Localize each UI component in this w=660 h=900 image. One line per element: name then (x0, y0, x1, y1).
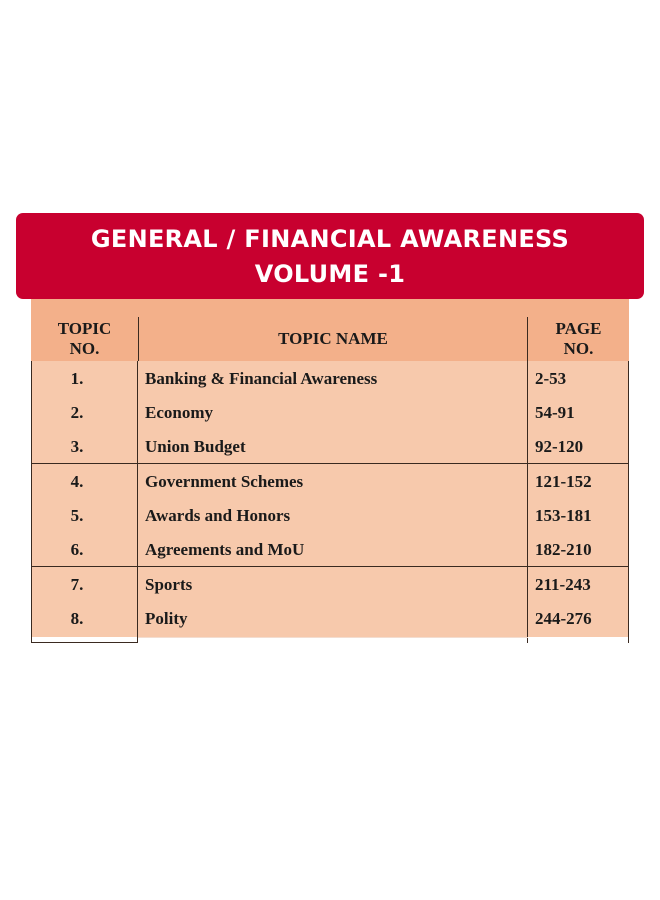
table-row (31, 532, 629, 566)
bottom-border-left (31, 642, 138, 643)
header-page-no-line-2: NO. (563, 339, 594, 358)
header-topic-no-line-1: TOPIC (57, 319, 112, 338)
row-number: 5. (70, 506, 84, 525)
table-row (31, 395, 629, 429)
row-page-range: 211-243 (535, 575, 591, 594)
row-number: 7. (70, 575, 84, 594)
row-number: 8. (70, 609, 84, 628)
table-header (31, 299, 629, 361)
row-page-range: 153-181 (535, 506, 592, 525)
table-row (31, 429, 629, 463)
banner-title-line-2: VOLUME -1 (254, 260, 406, 288)
table-body (31, 361, 629, 637)
table-row (31, 361, 629, 395)
row-page-range: 2-53 (535, 369, 567, 388)
table-row (31, 567, 629, 601)
row-topic-name: Government Schemes (145, 472, 304, 491)
row-number: 1. (70, 369, 84, 388)
row-topic-name: Polity (145, 609, 188, 628)
row-page-range: 121-152 (535, 472, 592, 491)
row-page-range: 244-276 (535, 609, 592, 628)
table-row (31, 601, 629, 635)
row-page-range: 182-210 (535, 540, 592, 559)
row-page-range: 54-91 (535, 403, 575, 422)
row-topic-name: Economy (145, 403, 213, 422)
header-page-no (528, 299, 629, 361)
row-topic-name: Union Budget (145, 437, 246, 456)
row-topic-name: Sports (145, 575, 193, 594)
row-number: 4. (70, 472, 84, 491)
header-topic-no-line-2: NO. (69, 339, 100, 358)
title-banner (16, 213, 644, 299)
row-number: 3. (70, 437, 84, 456)
row-number: 6. (70, 540, 84, 559)
header-page-no-line-1: PAGE (555, 319, 602, 338)
banner-title-line-1: GENERAL / FINANCIAL AWARENESS (90, 225, 570, 253)
bottom-border-middle (138, 637, 528, 638)
row-topic-name: Agreements and MoU (145, 540, 305, 559)
contents-table (31, 299, 629, 637)
header-topic-name: TOPIC NAME (138, 317, 528, 361)
table-row (31, 464, 629, 498)
row-page-range: 92-120 (535, 437, 584, 456)
table-row (31, 498, 629, 532)
row-number: 2. (70, 403, 84, 422)
row-topic-name: Awards and Honors (145, 506, 291, 525)
header-topic-no (31, 299, 138, 361)
row-topic-name: Banking & Financial Awareness (145, 369, 378, 388)
